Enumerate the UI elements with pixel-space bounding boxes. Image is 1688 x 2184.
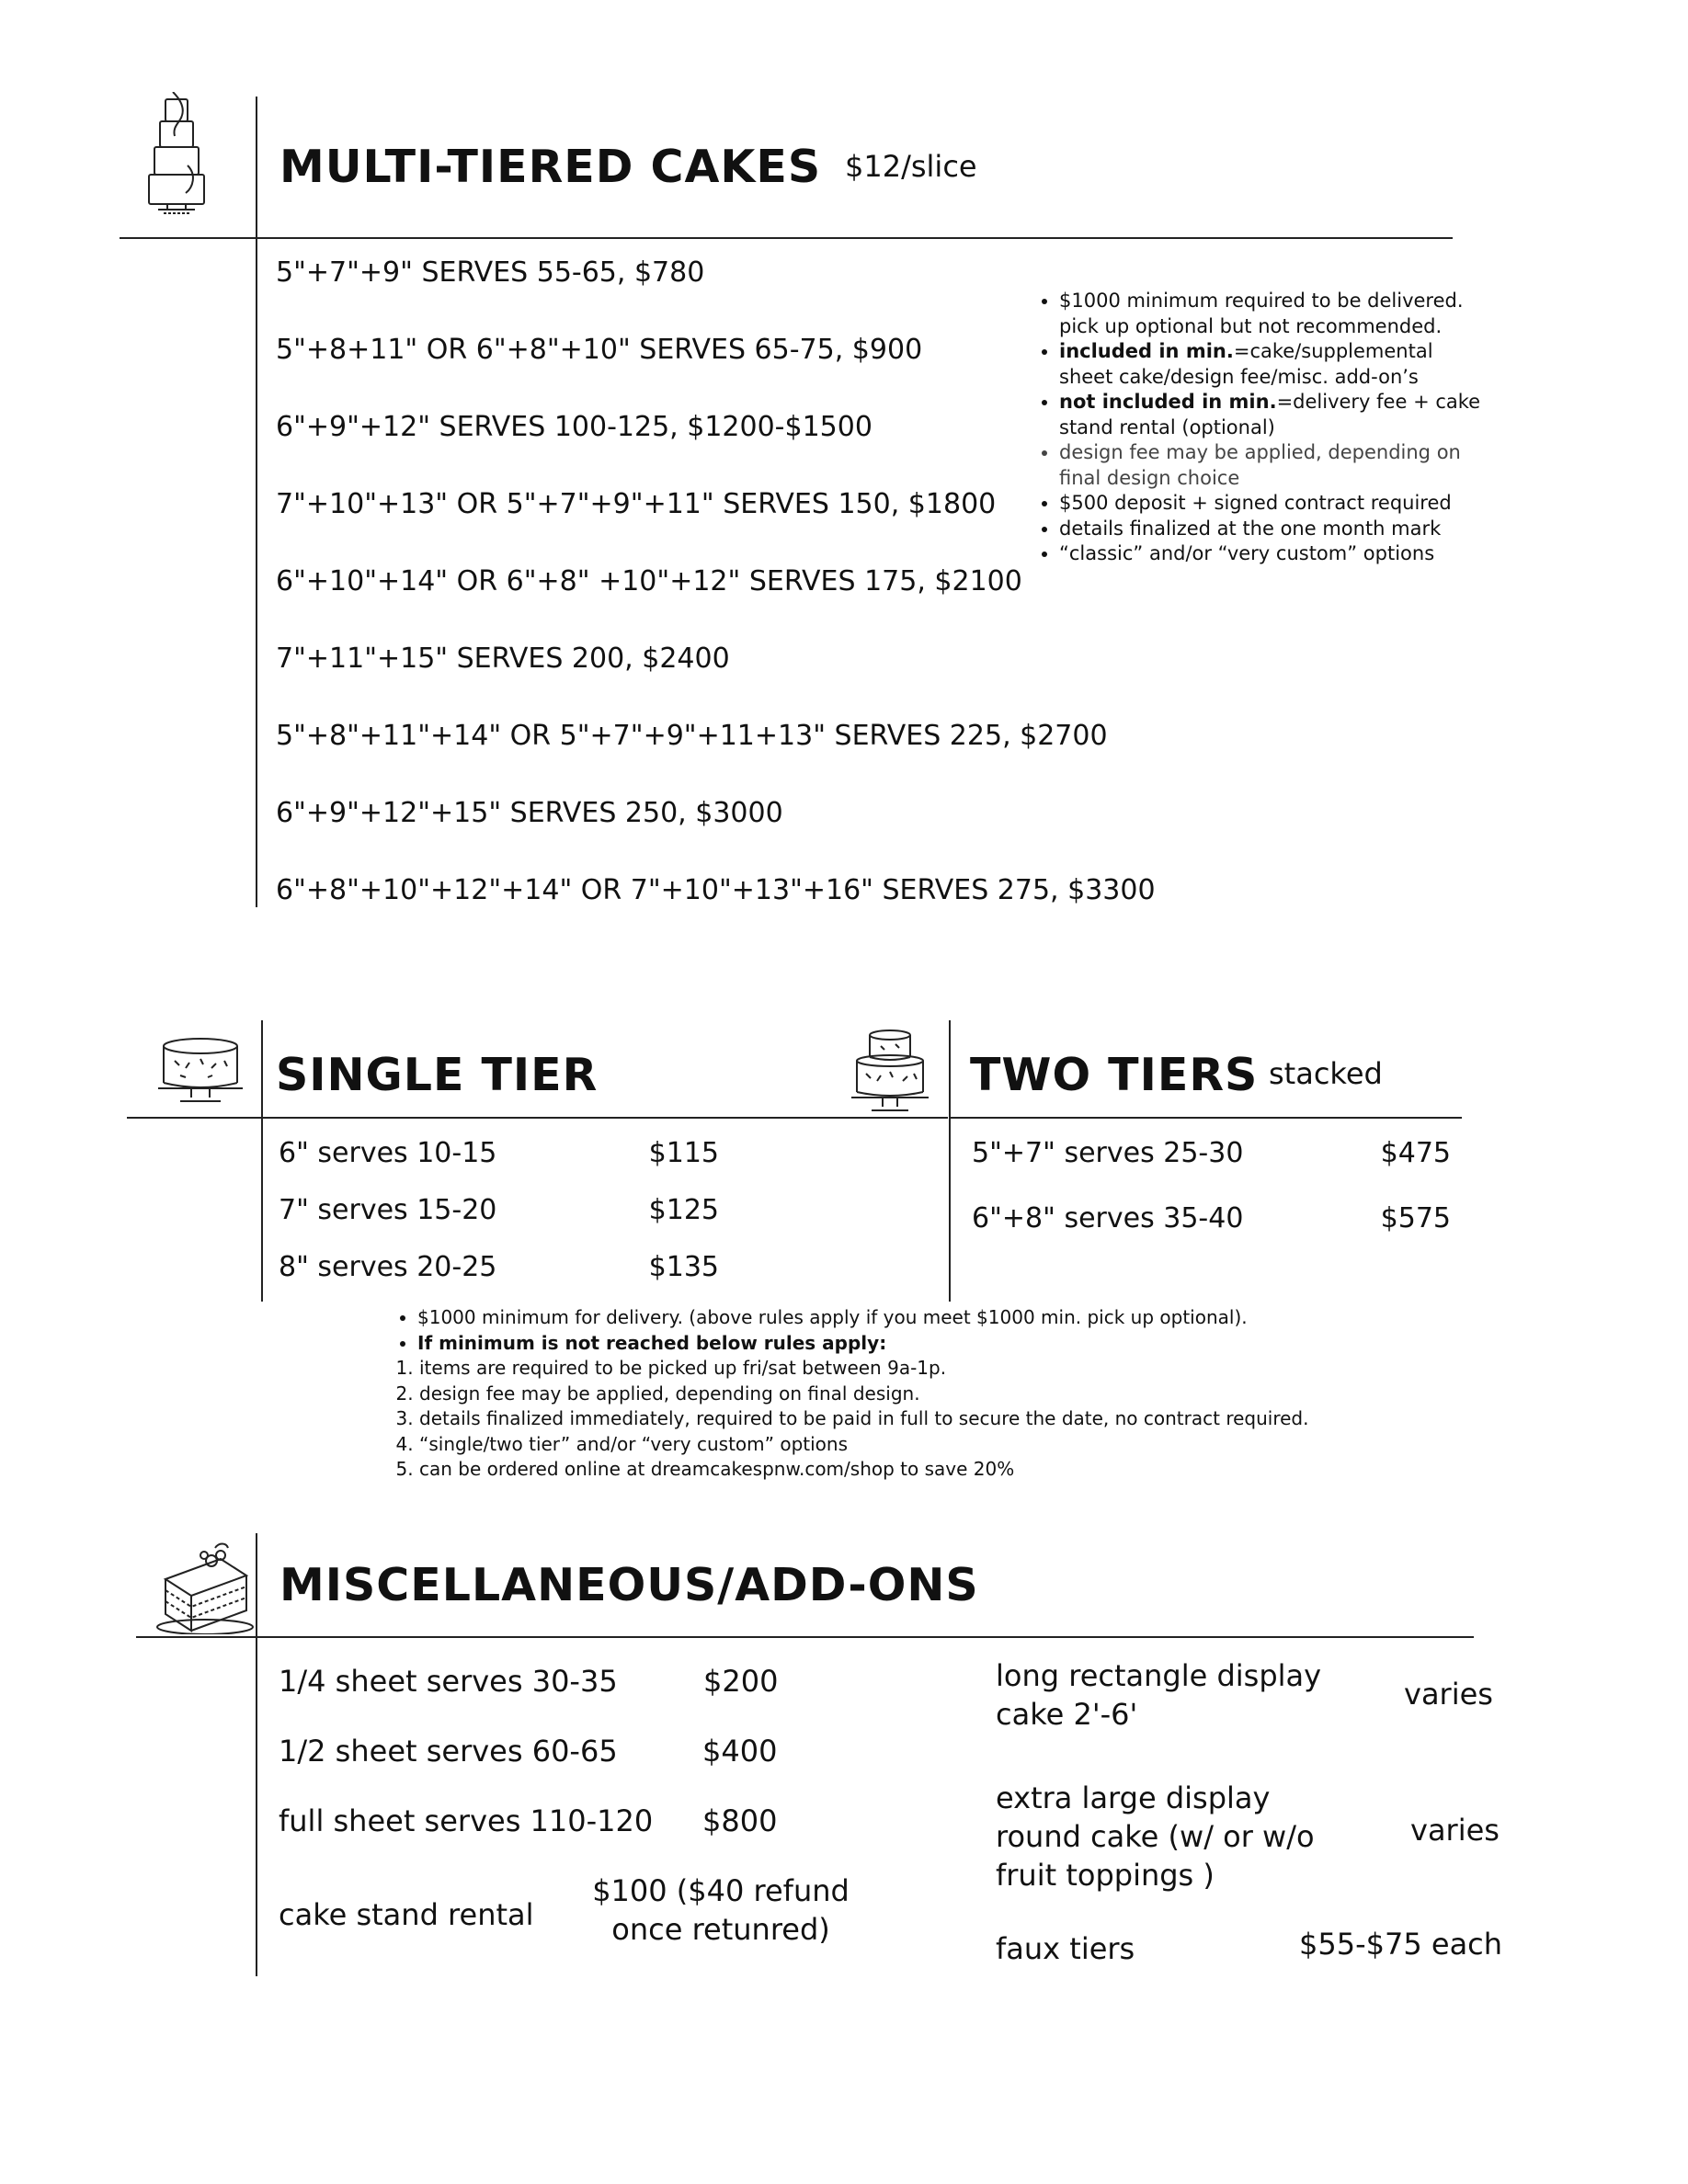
cake-slice-icon bbox=[154, 1542, 256, 1634]
single-tier-row-price: $135 bbox=[648, 1251, 719, 1283]
note-item: • “classic” and/or “very custom” options bbox=[1059, 541, 1491, 567]
two-tiers-row-label: 6"+8" serves 35-40 bbox=[972, 1202, 1244, 1234]
single-tier-row-label: 8" serves 20-25 bbox=[279, 1251, 497, 1283]
misc-right-label: long rectangle display cake 2'-6' bbox=[996, 1658, 1322, 1732]
misc-left-price: $100 ($40 refund once retunred) bbox=[592, 1873, 850, 1947]
misc-left-label: 1/4 sheet serves 30-35 bbox=[279, 1664, 618, 1699]
note-item: • not included in min.=delivery fee + cake stand rental (optional) bbox=[1059, 390, 1491, 440]
misc-left-price: $400 bbox=[702, 1734, 778, 1769]
note-item: 4. “single/two tier” and/or “very custom” options bbox=[419, 1432, 1350, 1458]
misc-right-price: varies bbox=[1410, 1813, 1500, 1848]
two-tiers-divider-v bbox=[949, 1020, 951, 1302]
two-tiers-row-price: $575 bbox=[1380, 1202, 1451, 1234]
misc-left-label: full sheet serves 110-120 bbox=[279, 1803, 654, 1838]
list-item: 6"+10"+14" OR 6"+8" +10"+12" SERVES 175, $2100 bbox=[276, 565, 1022, 597]
multi-tier-divider-h bbox=[120, 237, 1453, 239]
list-item: 5"+8+11" OR 6"+8"+10" SERVES 65-75, $900 bbox=[276, 334, 923, 366]
list-item: 5"+7"+9" SERVES 55-65, $780 bbox=[276, 256, 705, 289]
two-tier-cake-icon bbox=[848, 1028, 932, 1112]
misc-left-label: cake stand rental bbox=[279, 1897, 534, 1932]
note-item: • $1000 minimum required to be delivered. pick up optional but not recommended. bbox=[1059, 289, 1491, 339]
note-item: • design fee may be applied, depending on final design choice bbox=[1059, 440, 1491, 491]
list-item: 7"+11"+15" SERVES 200, $2400 bbox=[276, 643, 730, 675]
note-item: 1. items are required to be picked up fri/sat between 9a-1p. bbox=[419, 1356, 1350, 1382]
single-tier-row-label: 7" serves 15-20 bbox=[279, 1194, 497, 1226]
single-tier-title: SINGLE TIER bbox=[276, 1049, 599, 1101]
tier-notes bbox=[393, 1305, 1350, 1483]
single-tier-divider-h bbox=[127, 1117, 948, 1119]
note-item: • $500 deposit + signed contract required bbox=[1059, 491, 1491, 517]
misc-right-price: $55-$75 each bbox=[1299, 1927, 1503, 1962]
misc-left-price: $800 bbox=[702, 1803, 778, 1838]
two-tiers-subtitle: stacked bbox=[1269, 1056, 1383, 1091]
single-tier-row-label: 6" serves 10-15 bbox=[279, 1137, 497, 1169]
two-tiers-title: TWO TIERS bbox=[970, 1049, 1259, 1101]
misc-divider-v bbox=[256, 1533, 257, 1976]
two-tiers-divider-h bbox=[949, 1117, 1462, 1119]
list-item: 5"+8"+11"+14" OR 5"+7"+9"+11+13" SERVES 225, $2700 bbox=[276, 720, 1108, 752]
single-cake-icon bbox=[154, 1037, 246, 1105]
misc-title: MISCELLANEOUS/ADD-ONS bbox=[279, 1559, 979, 1611]
two-tiers-row-price: $475 bbox=[1380, 1137, 1451, 1169]
note-item: • If minimum is not reached below rules apply: bbox=[417, 1331, 1350, 1357]
note-item: 2. design fee may be applied, depending on final design. bbox=[419, 1382, 1350, 1407]
note-item: • $1000 minimum for delivery. (above rules apply if you meet $1000 min. pick up optional). bbox=[417, 1305, 1350, 1331]
list-item: 6"+9"+12" SERVES 100-125, $1200-$1500 bbox=[276, 411, 873, 443]
multi-tier-notes bbox=[1035, 289, 1491, 567]
multi-tier-title: MULTI-TIERED CAKES bbox=[279, 141, 822, 193]
tier-notes-ordered bbox=[393, 1356, 1350, 1483]
note-item: • details finalized at the one month mark bbox=[1059, 517, 1491, 542]
single-tier-divider-v bbox=[261, 1020, 263, 1302]
single-tier-row-price: $125 bbox=[648, 1194, 719, 1226]
single-tier-row-price: $115 bbox=[648, 1137, 719, 1169]
note-item: • included in min.=cake/supplemental sheet cake/design fee/misc. add-on’s bbox=[1059, 339, 1491, 390]
list-item: 6"+9"+12"+15" SERVES 250, $3000 bbox=[276, 797, 783, 829]
note-item: 5. can be ordered online at dreamcakespnw.com/shop to save 20% bbox=[419, 1457, 1350, 1483]
misc-right-label: faux tiers bbox=[996, 1931, 1135, 1966]
multi-tier-divider-v bbox=[256, 97, 257, 907]
misc-divider-h bbox=[136, 1636, 1474, 1638]
misc-right-price: varies bbox=[1404, 1677, 1493, 1712]
list-item: 6"+8"+10"+12"+14" OR 7"+10"+13"+16" SERVES 275, $3300 bbox=[276, 874, 1156, 906]
tiered-cake-icon bbox=[145, 92, 208, 216]
misc-right-label: extra large display round cake (w/ or w/o fruit toppings ) bbox=[996, 1780, 1315, 1893]
misc-left-price: $200 bbox=[703, 1664, 779, 1699]
list-item: 7"+10"+13" OR 5"+7"+9"+11" SERVES 150, $1800 bbox=[276, 488, 997, 520]
misc-left-label: 1/2 sheet serves 60-65 bbox=[279, 1734, 618, 1769]
two-tiers-row-label: 5"+7" serves 25-30 bbox=[972, 1137, 1244, 1169]
multi-tier-price-note: $12/slice bbox=[845, 149, 977, 184]
note-item: 3. details finalized immediately, required to be paid in full to secure the date, no contract required. bbox=[419, 1406, 1350, 1432]
